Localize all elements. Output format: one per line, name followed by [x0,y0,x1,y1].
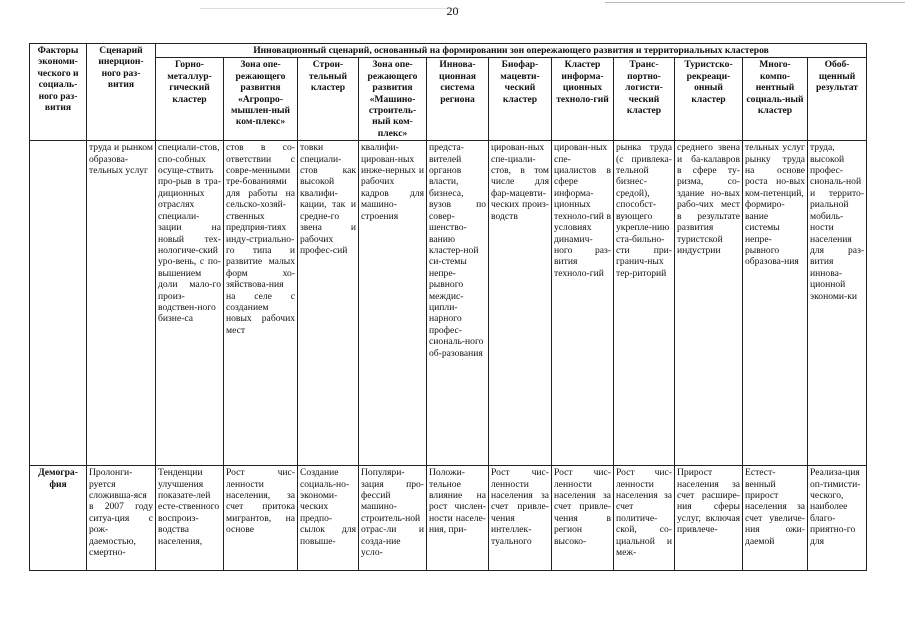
header-column: Много-компо-нентный социаль-ный кластер [743,58,808,141]
table-cell: цирован-ных спе-циалистов в сфере информа-ционных техноло-гий в условиях динамич-ного раз-вития техноло-гий [552,141,614,466]
header-column: Туристско-рекреаци-онный кластер [675,58,743,141]
table-cell: Положи-тельное влияние на рост числен-ности населе-ния, при- [427,466,489,571]
table-cell: Популяри-зация про-фессий машино-строитель-ной отрас-ли и созда-ние усло- [359,466,427,571]
table-cell: среднего звена и ба-калавров в сфере ту-ризма, со-здание но-вых рабо-чих мест в результате развития туристской индустрии [675,141,743,466]
header-column: Кластер информа-ционных техноло-гий [552,58,614,141]
table-cell: Тенденции улучшения показате-лей есте-ственного воспроиз-водства населения, [156,466,224,571]
table-cell: тельных услуг рынку труда на основе роста но-вых ком-петенций, формиро-вание системы непре-рывного образова-ния [743,141,808,466]
header-column: Обоб-щенный результат [808,58,867,141]
table-row [30,141,867,466]
table-cell: труда и рынком образова-тельных услуг [87,141,156,466]
scenario-table [29,43,867,571]
table-cell: Пролонги-руется сложивша-яся в 2007 году ситуа-ция с рож-даемостью, смертно- [87,466,156,571]
table-cell: Создание социаль-но-экономи-ческих предпо-сылок для повыше- [298,466,359,571]
table-header-row [30,44,867,58]
header-inertial: Сценарий инерцион-ного раз-вития [87,44,156,141]
table-cell-factor: Демогра-фия [30,466,87,571]
table-cell: рынка труда (с привлека-тельной бизнес-средой), способст-вующего укрепле-нию ста-бильно-сти при-гранич-ных тер-риторий [614,141,675,466]
header-column: Биофар-мацевти-ческий кластер [489,58,552,141]
table-cell: Прирост населения за счет расшире-ния сферы услуг, включая привлече- [675,466,743,571]
header-column: Иннова-ционная система региона [427,58,489,141]
table-row [30,466,867,571]
table-cell: цирован-ных спе-циали-стов, в том числе для фар-мацевти-ческих произ-водств [489,141,552,466]
table-cell: стов в со-ответствии с совре-менными тре-бованиями для работы на сельско-хозяй-ственных предприя-тиях инду-стриально-го типа и развитие малых форм хо-зяйствова-ния на селе с созданием новых рабочих мест [224,141,298,466]
header-column: Зона опе-режающего развития «Агропро-мышлен-ный ком-плекс» [224,58,298,141]
table-cell: предста-вителей органов власти, бизнеса, вузов по совер-шенство-ванию кластер-ной си-стемы непре-рывного междис-ципли-нарного профес-сиональ-ного об-разования [427,141,489,466]
table-cell: квалифи-цирован-ных инже-нерных и рабочих кадров для машино-строения [359,141,427,466]
header-column: Строи-тельный кластер [298,58,359,141]
header-innovation: Инновационный сценарий, основанный на формировании зон опережающего развития и территориальных кластеров [156,44,867,58]
table-cell: Рост чис-ленности населения за счет привле-чения интеллек-туального [489,466,552,571]
scan-edge-line [605,2,905,3]
table-cell: Рост чис-ленности населения за счет политиче-ской, со-циальной и меж- [614,466,675,571]
table-cell-factor [30,141,87,466]
header-factors: Факторы экономи-ческого и социаль-ного раз-вития [30,44,87,141]
table-subheader-row [30,58,867,141]
table-cell: Рост чис-ленности населения за счет привле-чения в регион высоко- [552,466,614,571]
header-column: Горно-металлур-гический кластер [156,58,224,141]
table-cell: товки специали-стов как высокой квалифи-кации, так и средне-го звена и рабочих профес-сий [298,141,359,466]
table-cell: Реализа-ция оп-тимисти-ческого, наиболее благо-приятно-го для [808,466,867,571]
page-number: 20 [446,4,459,18]
table-cell: специали-стов, спо-собных осуще-ствить про-рыв в тра-диционных отраслях специали-зации на новый тех-нологиче-ский уро-вень, с по-вышением доли мало-го произ-водствен-ного бизне-са [156,141,224,466]
table-cell: труда, высокой профес-сиональ-ной и террито-риальной мобиль-ности населения для раз-вития иннова-ционной экономи-ки [808,141,867,466]
table-cell: Естест-венный прирост населения за счет увеличе-ния ожи-даемой [743,466,808,571]
table-cell: Рост чис-ленности населения, за счет притока мигрантов, на основе [224,466,298,571]
header-column: Транс-портно-логисти-ческий кластер [614,58,675,141]
header-column: Зона опе-режающего развития «Машино-строитель-ный ком-плекс» [359,58,427,141]
